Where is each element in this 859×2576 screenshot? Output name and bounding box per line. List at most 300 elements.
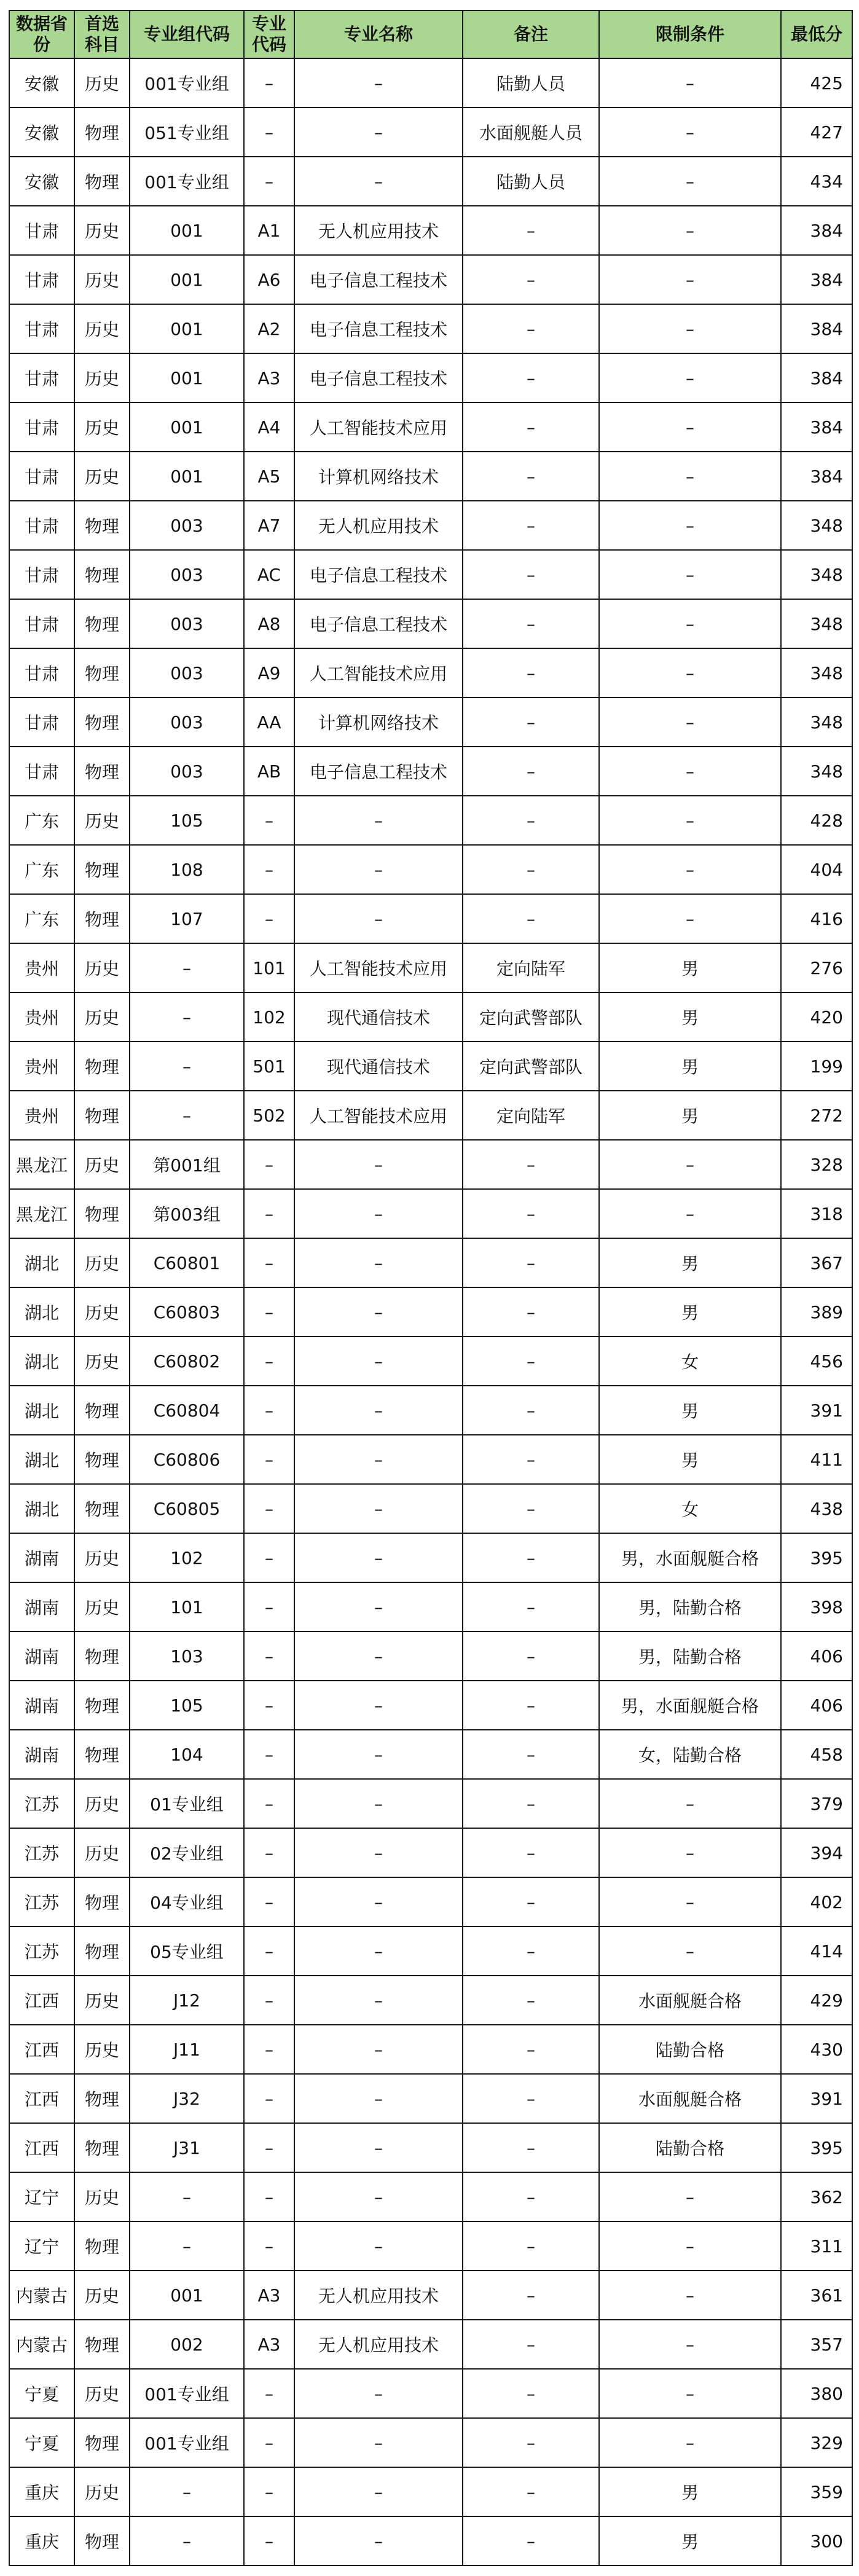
cell-subject: 物理 (74, 1091, 130, 1140)
table-row (9, 255, 852, 304)
cell-major-code: 101 (244, 943, 294, 992)
cell-group-code: – (130, 1091, 244, 1140)
cell-subject: 历史 (74, 1337, 130, 1386)
cell-major-name: – (294, 2025, 463, 2074)
cell-restriction: – (599, 2320, 781, 2369)
cell-restriction: 女 (599, 1484, 781, 1533)
cell-remark: – (463, 353, 599, 402)
cell-remark: – (463, 1386, 599, 1435)
cell-subject: 物理 (74, 2418, 130, 2467)
cell-province: 甘肃 (9, 747, 74, 796)
cell-remark: – (463, 2516, 599, 2566)
cell-subject: 历史 (74, 796, 130, 845)
cell-major-name: 电子信息工程技术 (294, 599, 463, 648)
cell-subject: 历史 (74, 1976, 130, 2025)
cell-remark: – (463, 2172, 599, 2221)
cell-group-code: 108 (130, 845, 244, 894)
cell-remark: – (463, 1140, 599, 1189)
cell-subject: 物理 (74, 108, 130, 157)
cell-restriction: – (599, 58, 781, 108)
cell-min-score: 361 (781, 2271, 852, 2320)
header-min-score: 最低分 (781, 10, 852, 58)
cell-min-score: 391 (781, 2074, 852, 2123)
cell-remark: – (463, 1730, 599, 1779)
cell-min-score: 359 (781, 2467, 852, 2516)
cell-remark: – (463, 648, 599, 697)
cell-min-score: 384 (781, 452, 852, 501)
cell-restriction: – (599, 648, 781, 697)
cell-major-code: – (244, 1976, 294, 2025)
cell-province: 甘肃 (9, 599, 74, 648)
table-row (9, 1386, 852, 1435)
cell-remark: – (463, 2320, 599, 2369)
cell-province: 江苏 (9, 1779, 74, 1828)
table-row (9, 1287, 852, 1337)
cell-min-score: 434 (781, 157, 852, 206)
cell-group-code: 001 (130, 353, 244, 402)
cell-subject: 历史 (74, 1582, 130, 1632)
table-row (9, 1484, 852, 1533)
cell-province: 江苏 (9, 1926, 74, 1976)
cell-major-name: 人工智能技术应用 (294, 402, 463, 452)
cell-subject: 历史 (74, 2172, 130, 2221)
cell-group-code: C60804 (130, 1386, 244, 1435)
cell-restriction: 女，陆勤合格 (599, 1730, 781, 1779)
cell-remark: – (463, 501, 599, 550)
cell-restriction: – (599, 304, 781, 353)
cell-province: 重庆 (9, 2516, 74, 2566)
cell-province: 甘肃 (9, 402, 74, 452)
cell-province: 甘肃 (9, 353, 74, 402)
table-row (9, 2369, 852, 2418)
cell-group-code: J12 (130, 1976, 244, 2025)
cell-major-code: – (244, 2172, 294, 2221)
table-row (9, 402, 852, 452)
cell-restriction: 男，水面舰艇合格 (599, 1533, 781, 1582)
cell-min-score: 328 (781, 1140, 852, 1189)
cell-province: 贵州 (9, 1042, 74, 1091)
cell-subject: 物理 (74, 2516, 130, 2566)
cell-subject: 物理 (74, 1632, 130, 1681)
cell-major-name: 无人机应用技术 (294, 2271, 463, 2320)
cell-major-name: – (294, 1287, 463, 1337)
table-row (9, 2172, 852, 2221)
cell-group-code: 051专业组 (130, 108, 244, 157)
cell-group-code: 001 (130, 402, 244, 452)
cell-restriction: 陆勤合格 (599, 2123, 781, 2172)
table-row (9, 648, 852, 697)
cell-remark: – (463, 2467, 599, 2516)
cell-restriction: – (599, 108, 781, 157)
cell-major-name: – (294, 1582, 463, 1632)
cell-restriction: 男 (599, 1435, 781, 1484)
cell-restriction: 男 (599, 1386, 781, 1435)
cell-group-code: 04专业组 (130, 1877, 244, 1926)
cell-group-code: 103 (130, 1632, 244, 1681)
cell-subject: 历史 (74, 1140, 130, 1189)
cell-min-score: 389 (781, 1287, 852, 1337)
cell-remark: – (463, 1238, 599, 1287)
table-row (9, 1189, 852, 1238)
cell-major-name: 电子信息工程技术 (294, 353, 463, 402)
header-subject: 首选科目 (74, 10, 130, 58)
cell-restriction: – (599, 452, 781, 501)
cell-subject: 历史 (74, 353, 130, 402)
cell-major-name: – (294, 1632, 463, 1681)
table-row (9, 2221, 852, 2271)
cell-major-name: – (294, 1828, 463, 1877)
cell-group-code: 001专业组 (130, 157, 244, 206)
cell-major-code: – (244, 1533, 294, 1582)
cell-province: 甘肃 (9, 304, 74, 353)
cell-major-name: 电子信息工程技术 (294, 255, 463, 304)
cell-group-code: 003 (130, 747, 244, 796)
cell-province: 湖南 (9, 1681, 74, 1730)
cell-province: 江西 (9, 2074, 74, 2123)
table-row (9, 992, 852, 1042)
cell-remark: – (463, 1533, 599, 1582)
cell-group-code: – (130, 943, 244, 992)
cell-major-code: A9 (244, 648, 294, 697)
cell-restriction: 男 (599, 1091, 781, 1140)
cell-restriction: 男 (599, 2516, 781, 2566)
cell-major-name: – (294, 2516, 463, 2566)
cell-subject: 物理 (74, 1730, 130, 1779)
cell-major-code: – (244, 2516, 294, 2566)
cell-min-score: 272 (781, 1091, 852, 1140)
cell-province: 湖南 (9, 1582, 74, 1632)
cell-min-score: 425 (781, 58, 852, 108)
cell-major-code: – (244, 1238, 294, 1287)
cell-remark: – (463, 1632, 599, 1681)
cell-min-score: 362 (781, 2172, 852, 2221)
cell-restriction: – (599, 206, 781, 255)
cell-restriction: – (599, 2221, 781, 2271)
header-province: 数据省份 (9, 10, 74, 58)
table-row (9, 1926, 852, 1976)
table-row (9, 58, 852, 108)
cell-province: 贵州 (9, 943, 74, 992)
cell-restriction: – (599, 2418, 781, 2467)
cell-major-name: – (294, 2467, 463, 2516)
cell-restriction: – (599, 697, 781, 747)
cell-subject: 历史 (74, 206, 130, 255)
cell-group-code: C60803 (130, 1287, 244, 1337)
cell-group-code: 102 (130, 1533, 244, 1582)
cell-province: 贵州 (9, 1091, 74, 1140)
cell-remark: – (463, 255, 599, 304)
cell-subject: 物理 (74, 697, 130, 747)
cell-major-code: AB (244, 747, 294, 796)
cell-province: 黑龙江 (9, 1189, 74, 1238)
cell-group-code: 05专业组 (130, 1926, 244, 1976)
cell-remark: 定向武警部队 (463, 992, 599, 1042)
cell-subject: 历史 (74, 452, 130, 501)
cell-remark: – (463, 1779, 599, 1828)
cell-subject: 历史 (74, 1779, 130, 1828)
cell-group-code: 003 (130, 550, 244, 599)
cell-major-name: 计算机网络技术 (294, 697, 463, 747)
cell-province: 安徽 (9, 108, 74, 157)
table-row (9, 2516, 852, 2566)
table-row (9, 1042, 852, 1091)
cell-major-name: – (294, 1140, 463, 1189)
cell-major-name: – (294, 2369, 463, 2418)
cell-province: 江西 (9, 1976, 74, 2025)
cell-min-score: 428 (781, 796, 852, 845)
cell-province: 湖北 (9, 1287, 74, 1337)
cell-subject: 历史 (74, 992, 130, 1042)
cell-major-code: A5 (244, 452, 294, 501)
cell-major-name: 现代通信技术 (294, 992, 463, 1042)
cell-remark: – (463, 2271, 599, 2320)
cell-remark: 定向陆军 (463, 1091, 599, 1140)
cell-restriction: 男 (599, 1287, 781, 1337)
cell-remark: – (463, 796, 599, 845)
table-row (9, 1582, 852, 1632)
cell-remark: – (463, 550, 599, 599)
cell-major-code: – (244, 2025, 294, 2074)
cell-group-code: 101 (130, 1582, 244, 1632)
cell-min-score: 420 (781, 992, 852, 1042)
cell-major-code: – (244, 1484, 294, 1533)
cell-min-score: 348 (781, 747, 852, 796)
cell-subject: 物理 (74, 648, 130, 697)
cell-major-name: – (294, 1238, 463, 1287)
cell-remark: – (463, 1976, 599, 2025)
cell-subject: 历史 (74, 1828, 130, 1877)
cell-province: 湖北 (9, 1386, 74, 1435)
cell-province: 安徽 (9, 58, 74, 108)
cell-remark: – (463, 1877, 599, 1926)
cell-subject: 历史 (74, 1533, 130, 1582)
cell-min-score: 406 (781, 1681, 852, 1730)
cell-group-code: J32 (130, 2074, 244, 2123)
cell-group-code: 104 (130, 1730, 244, 1779)
cell-major-name: – (294, 1484, 463, 1533)
cell-group-code: 001专业组 (130, 2418, 244, 2467)
cell-group-code: C60806 (130, 1435, 244, 1484)
cell-province: 广东 (9, 845, 74, 894)
cell-remark: – (463, 1287, 599, 1337)
score-table-container (9, 10, 853, 2566)
cell-major-code: 502 (244, 1091, 294, 1140)
cell-major-code: – (244, 1681, 294, 1730)
cell-restriction: – (599, 402, 781, 452)
table-row (9, 1828, 852, 1877)
table-row (9, 747, 852, 796)
cell-min-score: 384 (781, 353, 852, 402)
cell-major-name: – (294, 1779, 463, 1828)
cell-group-code: J11 (130, 2025, 244, 2074)
cell-remark: – (463, 1337, 599, 1386)
cell-major-name: 人工智能技术应用 (294, 1091, 463, 1140)
cell-restriction: – (599, 2172, 781, 2221)
cell-major-name: – (294, 1435, 463, 1484)
cell-group-code: J31 (130, 2123, 244, 2172)
table-row (9, 1091, 852, 1140)
cell-subject: 物理 (74, 747, 130, 796)
cell-major-code: A8 (244, 599, 294, 648)
table-row (9, 452, 852, 501)
cell-major-name: – (294, 894, 463, 943)
cell-restriction: – (599, 1140, 781, 1189)
cell-major-name: – (294, 2172, 463, 2221)
cell-group-code: – (130, 2221, 244, 2271)
cell-major-name: 无人机应用技术 (294, 501, 463, 550)
cell-province: 辽宁 (9, 2172, 74, 2221)
cell-province: 内蒙古 (9, 2320, 74, 2369)
cell-subject: 物理 (74, 2320, 130, 2369)
cell-min-score: 348 (781, 501, 852, 550)
cell-major-name: 电子信息工程技术 (294, 304, 463, 353)
cell-major-code: – (244, 1189, 294, 1238)
cell-major-name: – (294, 2074, 463, 2123)
cell-subject: 物理 (74, 1189, 130, 1238)
cell-subject: 历史 (74, 304, 130, 353)
cell-major-code: – (244, 2221, 294, 2271)
cell-province: 湖北 (9, 1435, 74, 1484)
cell-major-name: – (294, 1976, 463, 2025)
cell-major-code: – (244, 58, 294, 108)
cell-major-code: – (244, 2418, 294, 2467)
cell-major-code: A4 (244, 402, 294, 452)
cell-major-name: 电子信息工程技术 (294, 747, 463, 796)
cell-subject: 物理 (74, 894, 130, 943)
cell-min-score: 380 (781, 2369, 852, 2418)
cell-restriction: – (599, 599, 781, 648)
cell-major-code: – (244, 2467, 294, 2516)
table-row (9, 599, 852, 648)
cell-province: 甘肃 (9, 550, 74, 599)
table-header-row (9, 10, 852, 58)
cell-subject: 物理 (74, 599, 130, 648)
cell-restriction: – (599, 2369, 781, 2418)
cell-major-code: A3 (244, 353, 294, 402)
cell-major-name: – (294, 1337, 463, 1386)
cell-group-code: – (130, 992, 244, 1042)
cell-province: 广东 (9, 796, 74, 845)
cell-major-code: – (244, 1337, 294, 1386)
table-row (9, 501, 852, 550)
cell-major-code: – (244, 1435, 294, 1484)
cell-min-score: 416 (781, 894, 852, 943)
table-row (9, 2320, 852, 2369)
cell-min-score: 391 (781, 1386, 852, 1435)
cell-province: 甘肃 (9, 501, 74, 550)
cell-subject: 历史 (74, 58, 130, 108)
cell-major-code: – (244, 845, 294, 894)
cell-min-score: 348 (781, 697, 852, 747)
cell-province: 湖北 (9, 1484, 74, 1533)
cell-group-code: 第001组 (130, 1140, 244, 1189)
cell-remark: – (463, 845, 599, 894)
cell-major-name: – (294, 1926, 463, 1976)
table-row (9, 1337, 852, 1386)
cell-group-code: 105 (130, 1681, 244, 1730)
cell-province: 甘肃 (9, 452, 74, 501)
cell-restriction: 男 (599, 992, 781, 1042)
cell-subject: 物理 (74, 2074, 130, 2123)
cell-subject: 历史 (74, 943, 130, 992)
table-row (9, 108, 852, 157)
cell-group-code: 107 (130, 894, 244, 943)
cell-major-code: – (244, 1582, 294, 1632)
cell-remark: – (463, 1484, 599, 1533)
cell-restriction: – (599, 845, 781, 894)
cell-remark: 水面舰艇人员 (463, 108, 599, 157)
table-row (9, 697, 852, 747)
cell-subject: 物理 (74, 1877, 130, 1926)
table-row (9, 2418, 852, 2467)
cell-subject: 物理 (74, 1681, 130, 1730)
cell-subject: 物理 (74, 2221, 130, 2271)
cell-min-score: 367 (781, 1238, 852, 1287)
cell-major-code: – (244, 1877, 294, 1926)
cell-major-code: – (244, 157, 294, 206)
cell-major-code: – (244, 1287, 294, 1337)
cell-group-code: – (130, 2172, 244, 2221)
cell-min-score: 427 (781, 108, 852, 157)
cell-restriction: 陆勤合格 (599, 2025, 781, 2074)
table-row (9, 894, 852, 943)
header-group-code: 专业组代码 (130, 10, 244, 58)
cell-major-name: – (294, 1533, 463, 1582)
table-row (9, 550, 852, 599)
table-row (9, 1435, 852, 1484)
cell-remark: – (463, 2074, 599, 2123)
cell-group-code: – (130, 2467, 244, 2516)
cell-restriction: – (599, 796, 781, 845)
cell-remark: – (463, 747, 599, 796)
cell-restriction: – (599, 894, 781, 943)
cell-major-name: – (294, 1877, 463, 1926)
cell-min-score: 430 (781, 2025, 852, 2074)
cell-major-name: – (294, 2123, 463, 2172)
cell-subject: 历史 (74, 2271, 130, 2320)
cell-major-name: 现代通信技术 (294, 1042, 463, 1091)
cell-min-score: 429 (781, 1976, 852, 2025)
cell-group-code: 001 (130, 304, 244, 353)
cell-remark: – (463, 452, 599, 501)
cell-min-score: 406 (781, 1632, 852, 1681)
cell-group-code: 001 (130, 452, 244, 501)
cell-min-score: 394 (781, 1828, 852, 1877)
cell-major-name: 计算机网络技术 (294, 452, 463, 501)
cell-group-code: 001专业组 (130, 58, 244, 108)
cell-province: 湖南 (9, 1533, 74, 1582)
cell-min-score: 398 (781, 1582, 852, 1632)
cell-group-code: C60805 (130, 1484, 244, 1533)
cell-group-code: 003 (130, 599, 244, 648)
cell-min-score: 411 (781, 1435, 852, 1484)
cell-major-code: – (244, 2369, 294, 2418)
cell-remark: – (463, 206, 599, 255)
cell-group-code: 001 (130, 2271, 244, 2320)
cell-group-code: 01专业组 (130, 1779, 244, 1828)
cell-subject: 物理 (74, 501, 130, 550)
cell-restriction: – (599, 1926, 781, 1976)
table-row (9, 304, 852, 353)
cell-remark: 陆勤人员 (463, 58, 599, 108)
cell-restriction: – (599, 1189, 781, 1238)
cell-remark: – (463, 1189, 599, 1238)
cell-major-name: – (294, 157, 463, 206)
cell-province: 湖南 (9, 1730, 74, 1779)
cell-subject: 物理 (74, 845, 130, 894)
cell-restriction: – (599, 353, 781, 402)
table-row (9, 206, 852, 255)
